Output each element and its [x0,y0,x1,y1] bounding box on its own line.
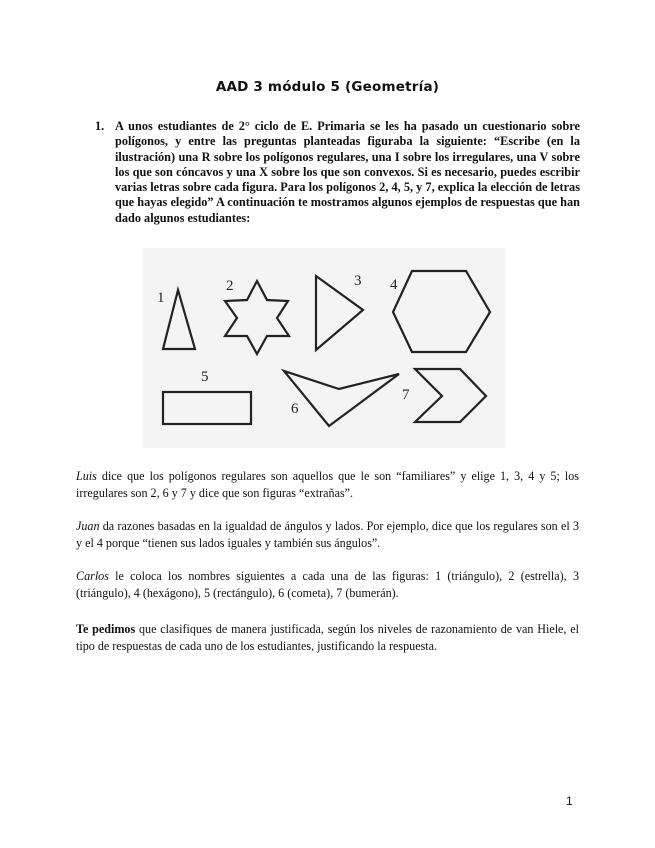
question-text: A unos estudiantes de 2° ciclo de E. Primaria se les ha pasado un cuestionario sobre polígonos, y entre las preguntas planteadas figuraba la siguiente: “Escribe (en la ilustración) una R sobre los polígonos regulares, una I sobre los irregulares, una V sobre los que son cóncavos y una X sobre los que son convexos. Si es necesario, puedes escribir varias letras sobre cada figura. Para los polígonos 2, 4, 5, y 7, explica la elección de letras que hayas elegido” A continuación te mostramos algunos ejemplos de respuestas que han dado algunos estudiantes: [115,119,580,225]
page-title: AAD 3 módulo 5 (Geometría) [215,79,440,95]
answer-juan [76,518,579,552]
figure-label-7: 7 [402,387,410,403]
polygon-5-rectangle [163,392,251,424]
polygon-7-boomerang [415,369,486,422]
figure-label-2: 2 [226,278,234,294]
figure-label-6: 6 [291,401,299,417]
polygons-illustration [143,248,505,448]
task-instruction [76,621,579,655]
answer-text-carlos: le coloca los nombres siguientes a cada una de las figuras: 1 (triángulo), 2 (estrella), 3 (triángulo), 4 (hexágono), 5 (rectángulo), 6 (cometa), 7 (bumerán). [76,569,579,600]
figure-label-4: 4 [390,277,398,293]
student-name-luis: Luis [76,469,97,483]
polygons-figure [143,248,505,448]
answer-text-juan: da razones basadas en la igualdad de ángulos y lados. Por ejemplo, dice que los regulares son el 3 y el 4 porque “tienen sus lados iguales y también sus ángulos”. [76,519,579,550]
page-number: 1 [566,794,573,808]
student-name-carlos: Carlos [76,569,109,583]
answer-carlos [76,568,579,602]
question-1 [95,119,580,226]
answer-luis [76,468,579,502]
figure-label-5: 5 [201,369,209,385]
student-name-juan: Juan [76,519,100,533]
polygon-4-hexagon [393,271,490,352]
answer-text-luis: dice que los polígonos regulares son aquellos que le son “familiares” y elige 1, 3, 4 y 5; los irregulares son 2, 6 y 7 y dice que son figuras “extrañas”. [76,469,579,500]
question-number: 1. [95,119,105,133]
task-text: que clasifiques de manera justificada, según los niveles de razonamiento de van Hiele, el tipo de respuestas de cada uno de los estudiantes, justificando la respuesta. [76,622,580,653]
polygon-6-kite [284,371,399,426]
polygon-2-star [225,281,289,354]
figure-label-3: 3 [354,273,362,289]
figure-label-1: 1 [157,290,165,306]
polygon-1-triangle [163,290,195,349]
task-lead: Te pedimos [76,622,136,636]
